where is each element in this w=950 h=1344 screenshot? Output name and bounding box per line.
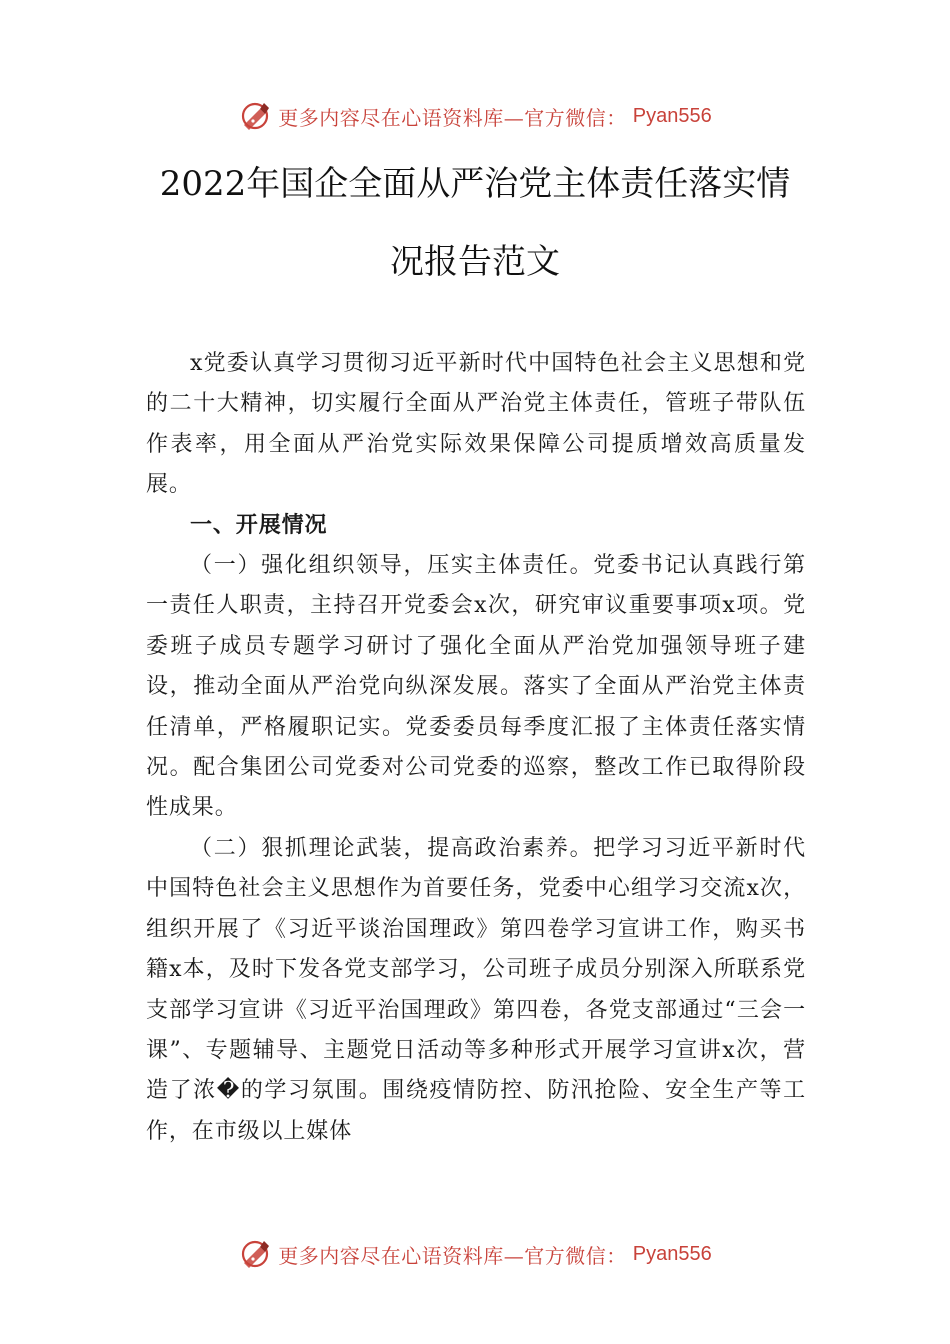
wechat-id: Pyan556	[632, 1242, 712, 1265]
intro-paragraph: x党委认真学习贯彻习近平新时代中国特色社会主义思想和党的二十大精神，切实履行全面从严治党主体责任，管班子带队伍作表率，用全面从严治党实际效果保障公司提质增效高质量发展。	[146, 351, 806, 498]
header-banner	[0, 96, 950, 136]
section-heading: 一、开展情况	[190, 512, 328, 538]
banner-text: 更多内容尽在心语资料库—官方微信：	[278, 1243, 627, 1268]
paragraph-2: （二）狠抓理论武装，提高政治素养。把学习习近平新时代中国特色社会主义思想作为首要任务，党委中心组学习交流x次，组织开展了《习近平谈治国理政》第四卷学习宣讲工作，购买书籍x本，及时下发各党支部学习，公司班子成员分别深入所联系党支部学习宣讲《习近平治国理政》第四卷，各党支部通过“三会一课”、专题辅导、主题党日活动等多种形式开展学习宣讲x次，营造了浓�的学习氛围。围绕疫情防控、防汛抢险、安全生产等工作，在市级以上媒体	[146, 835, 806, 1144]
document-body	[146, 344, 806, 1152]
banner-text: 更多内容尽在心语资料库—官方微信：	[278, 105, 627, 130]
paragraph-1: （一）强化组织领导，压实主体责任。党委书记认真践行第一责任人职责，主持召开党委会x次，研究审议重要事项x项。党委班子成员专题学习研讨了强化全面从严治党加强领导班子建设，推动全面从严治党向纵深发展。落实了全面从严治党主体责任清单，严格履职记实。党委委员每季度汇报了主体责任落实情况。配合集团公司党委对公司党委的巡察，整改工作已取得阶段性成果。	[146, 553, 806, 821]
wechat-id: Pyan556	[632, 104, 712, 127]
title-line-1: 2022年国企全面从严治党主体责任落实情	[159, 164, 791, 204]
document-title	[100, 160, 850, 286]
footer-banner	[0, 1234, 950, 1274]
pen-nib-logo-icon	[238, 99, 272, 133]
title-line-2: 况报告范文	[390, 242, 560, 282]
pen-nib-logo-icon	[238, 1237, 272, 1271]
